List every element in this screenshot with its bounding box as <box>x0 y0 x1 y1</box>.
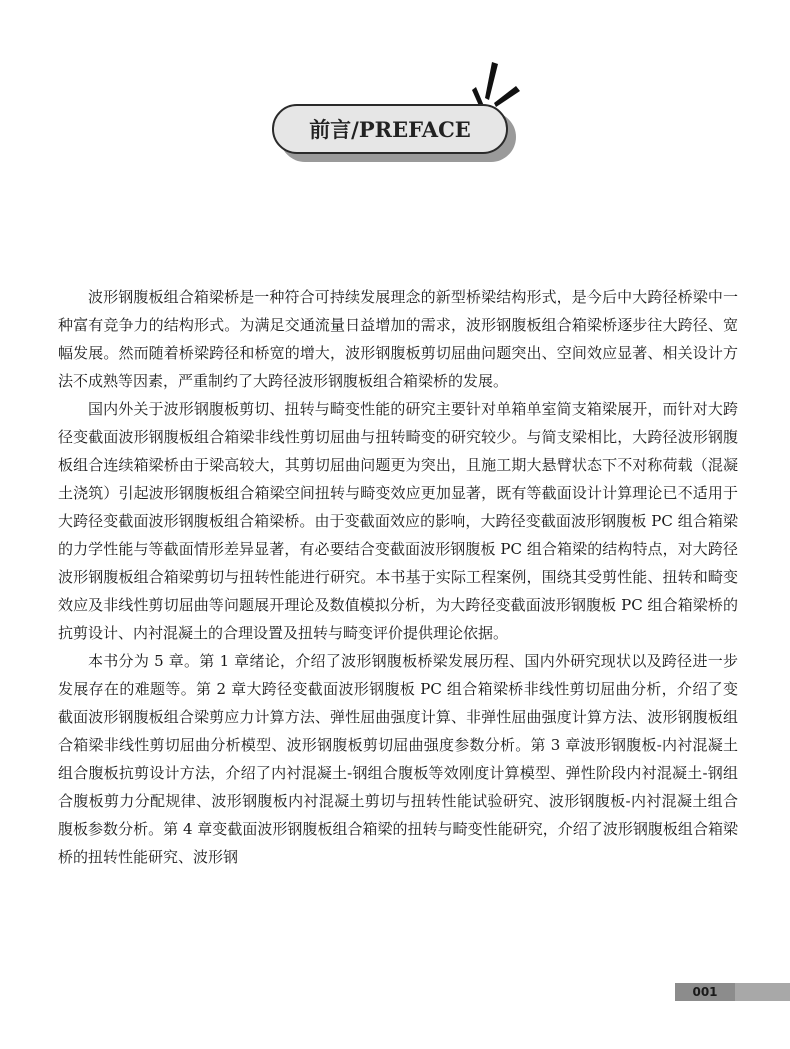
paragraph: 国内外关于波形钢腹板剪切、扭转与畸变性能的研究主要针对单箱单室简支箱梁展开，而针对大跨径变截面波形钢腹板组合箱梁非线性剪切屈曲与扭转畸变的研究较少。与简支梁相比，大跨径波形钢腹板组合连续箱梁桥由于梁高较大，其剪切屈曲问题更为突出，且施工期大悬臂状态下不对称荷载（混凝土浇筑）引起波形钢腹板组合箱梁空间扭转与畸变效应更加显著，既有等截面设计计算理论已不适用于大跨径变截面波形钢腹板组合箱梁桥。由于变截面效应的影响，大跨径变截面波形钢腹板 PC 组合箱梁的力学性能与等截面情形差异显著，有必要结合变截面波形钢腹板 PC 组合箱梁的结构特点，对大跨径波形钢腹板组合箱梁剪切与扭转性能进行研究。本书基于实际工程案例，围绕其受剪性能、扭转和畸变效应及非线性剪切屈曲等问题展开理论及数值模拟分析，为大跨径变截面波形钢腹板 PC 组合箱梁桥的抗剪设计、内衬混凝土的合理设置及扭转与畸变评价提供理论依据。 <box>58 400 738 642</box>
page-number: 001 <box>675 983 735 1001</box>
preface-body <box>58 283 738 871</box>
paragraph: 本书分为 5 章。第 1 章绪论，介绍了波形钢腹板桥梁发展历程、国内外研究现状以及跨径进一步发展存在的难题等。第 2 章大跨径变截面波形钢腹板 PC 组合箱梁桥非线性剪切屈曲分析，介绍了变截面波形钢腹板组合梁剪应力计算方法、弹性屈曲强度计算、非弹性屈曲强度计算方法、波形钢腹板组合箱梁非线性剪切屈曲分析模型、波形钢腹板剪切屈曲强度参数分析。第 3 章波形钢腹板-内衬混凝土组合腹板抗剪设计方法，介绍了内衬混凝土-钢组合腹板等效刚度计算模型、弹性阶段内衬混凝土-钢组合腹板剪力分配规律、波形钢腹板内衬混凝土剪切与扭转性能试验研究、波形钢腹板-内衬混凝土组合腹板参数分析。第 4 章变截面波形钢腹板组合箱梁的扭转与畸变性能研究，介绍了波形钢腹板组合箱梁桥的扭转性能研究、波形钢 <box>58 652 738 866</box>
page-title-badge <box>268 100 522 168</box>
page-title: 前言/PREFACE <box>272 104 508 154</box>
paragraph: 波形钢腹板组合箱梁桥是一种符合可持续发展理念的新型桥梁结构形式，是今后中大跨径桥梁中一种富有竞争力的结构形式。为满足交通流量日益增加的需求，波形钢腹板组合箱梁桥逐步往大跨径、宽幅发展。然而随着桥梁跨径和桥宽的增大，波形钢腹板剪切屈曲问题突出、空间效应显著、相关设计方法不成熟等因素，严重制约了大跨径波形钢腹板组合箱梁桥的发展。 <box>58 288 738 390</box>
